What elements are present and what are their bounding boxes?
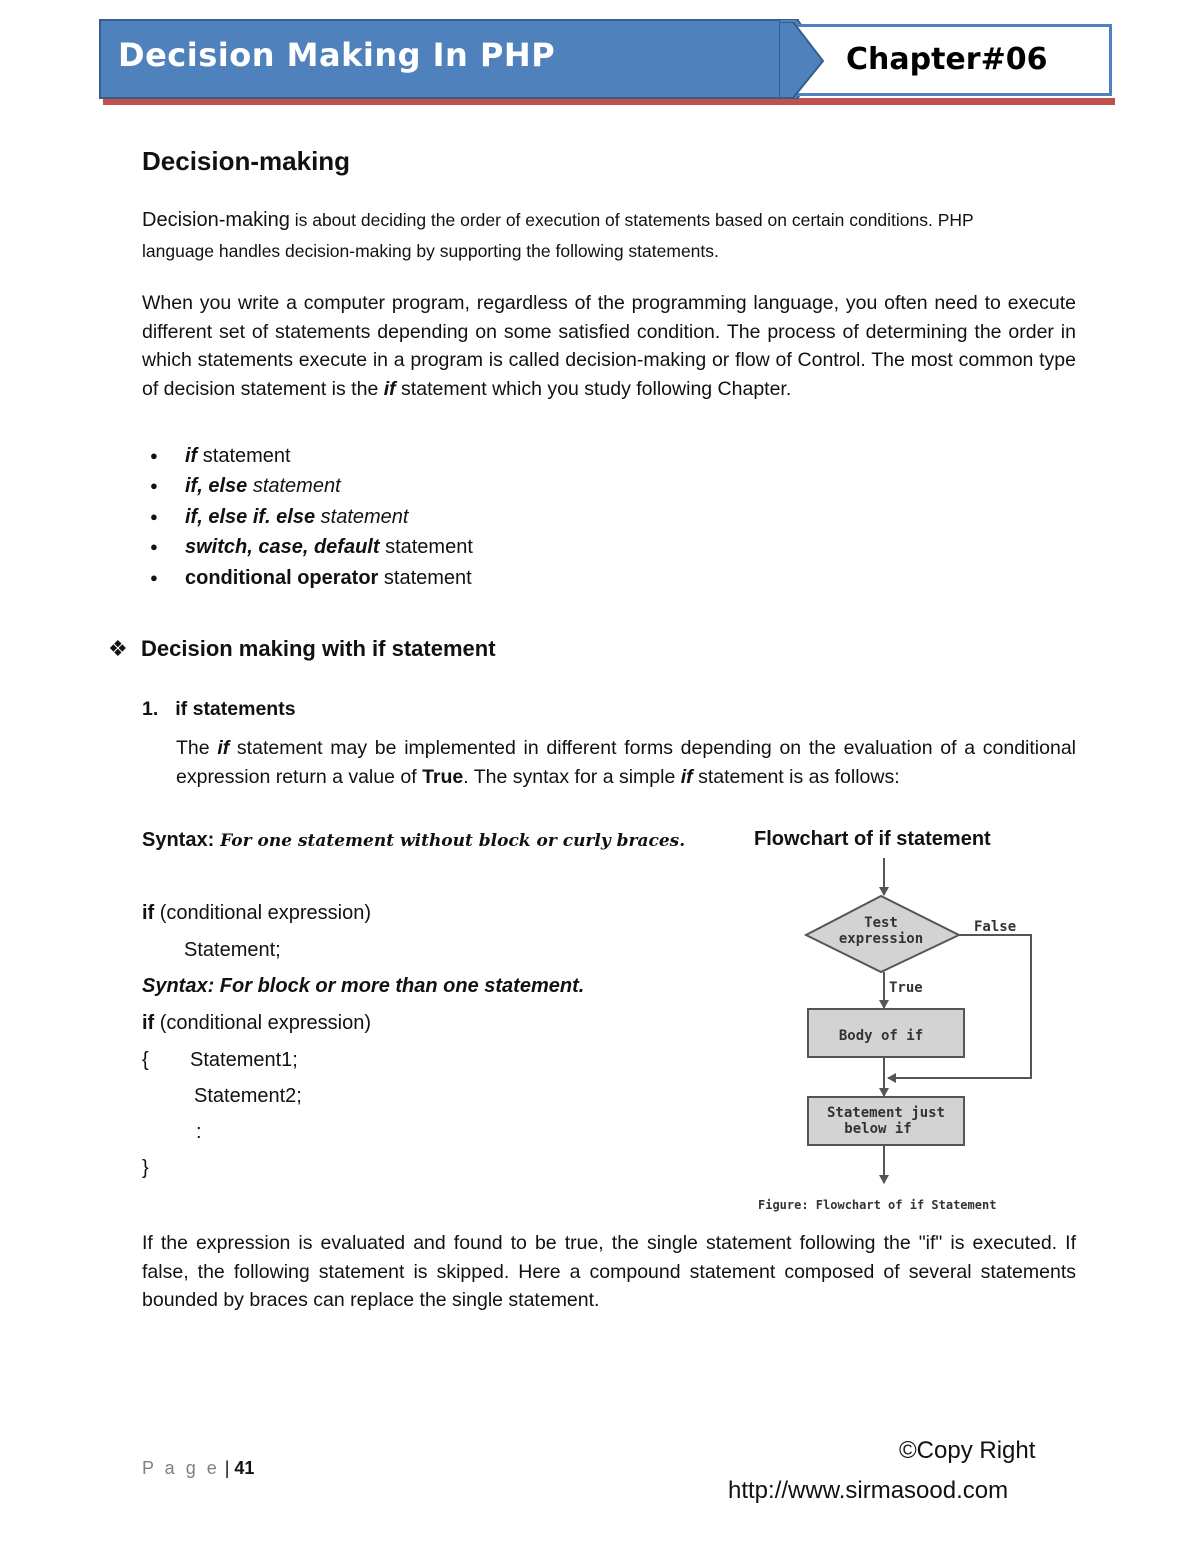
code-line: if (conditional expression)	[142, 902, 371, 924]
list-number: 1.	[142, 698, 159, 720]
code-line: Statement;	[184, 939, 281, 961]
list-item: ● conditional operator statement	[150, 563, 473, 593]
header-underline	[103, 98, 1115, 105]
next-statement-label: Statement just	[826, 1105, 946, 1121]
code-close-brace: }	[142, 1157, 149, 1179]
copyright: ©Copy Right	[899, 1437, 1036, 1464]
intro-paragraph	[142, 205, 1076, 267]
list-item: ● if statement	[150, 441, 473, 471]
figure-caption: Figure: Flowchart of if Statement	[758, 1198, 997, 1212]
list-title: if statements	[175, 698, 296, 720]
syntax-block-statement: Syntax: For block or more than one statement.	[142, 975, 585, 997]
section-title: Decision-making	[142, 146, 351, 176]
if-description: The if statement may be implemented in different forms depending on the evaluation of a conditional expression return a value of True. The syntax for a simple if statement is as follows:	[176, 737, 1076, 788]
code-line: :	[196, 1121, 202, 1143]
if-flowchart	[750, 858, 1060, 1218]
body-label: Body of if	[838, 1028, 924, 1044]
false-label: False	[974, 919, 1017, 935]
diamond-bullet-icon: ❖	[108, 636, 128, 661]
page-number: 41	[234, 1458, 255, 1478]
decision-label: Test	[864, 915, 898, 931]
intro-line2: language handles decision-making by supporting the following statements.	[142, 241, 719, 261]
subsection-title: Decision making with if statement	[141, 636, 496, 661]
header-arrow-tip	[779, 22, 827, 100]
list-item-heading	[142, 698, 296, 721]
true-label: True	[889, 980, 923, 996]
decision-label: expression	[838, 931, 924, 947]
closing-paragraph: If the expression is evaluated and found to be true, the single statement following the "if" is executed. If false, the following statement is skipped. Here a compound statement composed of several statements bounded by braces can replace the single statement.	[142, 1232, 1076, 1311]
intro-term: Decision-making	[142, 209, 290, 231]
subsection-heading	[108, 636, 496, 662]
next-statement-label: below if	[844, 1121, 912, 1137]
code-line: if (conditional expression)	[142, 1012, 371, 1034]
syntax-one-statement: Syntax: For one statement without block or curly braces.	[142, 829, 686, 851]
code-open-brace: {	[142, 1049, 149, 1071]
flowchart-title: Flowchart of if statement	[754, 828, 991, 850]
list-item: ● if, else if. else statement	[150, 502, 473, 532]
decision-paragraph	[142, 289, 1076, 403]
header-chapter: Chapter#06	[846, 42, 1048, 77]
para2-text-end: statement which you study following Chapter.	[395, 377, 792, 400]
list-item: ● switch, case, default statement	[150, 532, 473, 562]
website-link[interactable]: http://www.sirmasood.com	[728, 1477, 1009, 1504]
list-item: ● if, else statement	[150, 471, 473, 501]
intro-line1: is about deciding the order of execution of statements based on certain conditions. PHP	[289, 210, 974, 230]
code-line: Statement2;	[194, 1085, 302, 1107]
statement-list	[150, 441, 473, 593]
page-footer: P a g e | 41	[142, 1458, 255, 1478]
para2-text: When you write a computer program, regardless of the programming language, you often need to execute different set of statements depending on some satisfied condition. The process of determining the order in which statements execute in a program is called decision-making or flow of Control. The most common type of decision statement is the	[142, 292, 1076, 400]
para2-if: if	[383, 377, 396, 400]
header-title: Decision Making In PHP	[118, 36, 556, 74]
code-line: Statement1;	[190, 1049, 298, 1071]
